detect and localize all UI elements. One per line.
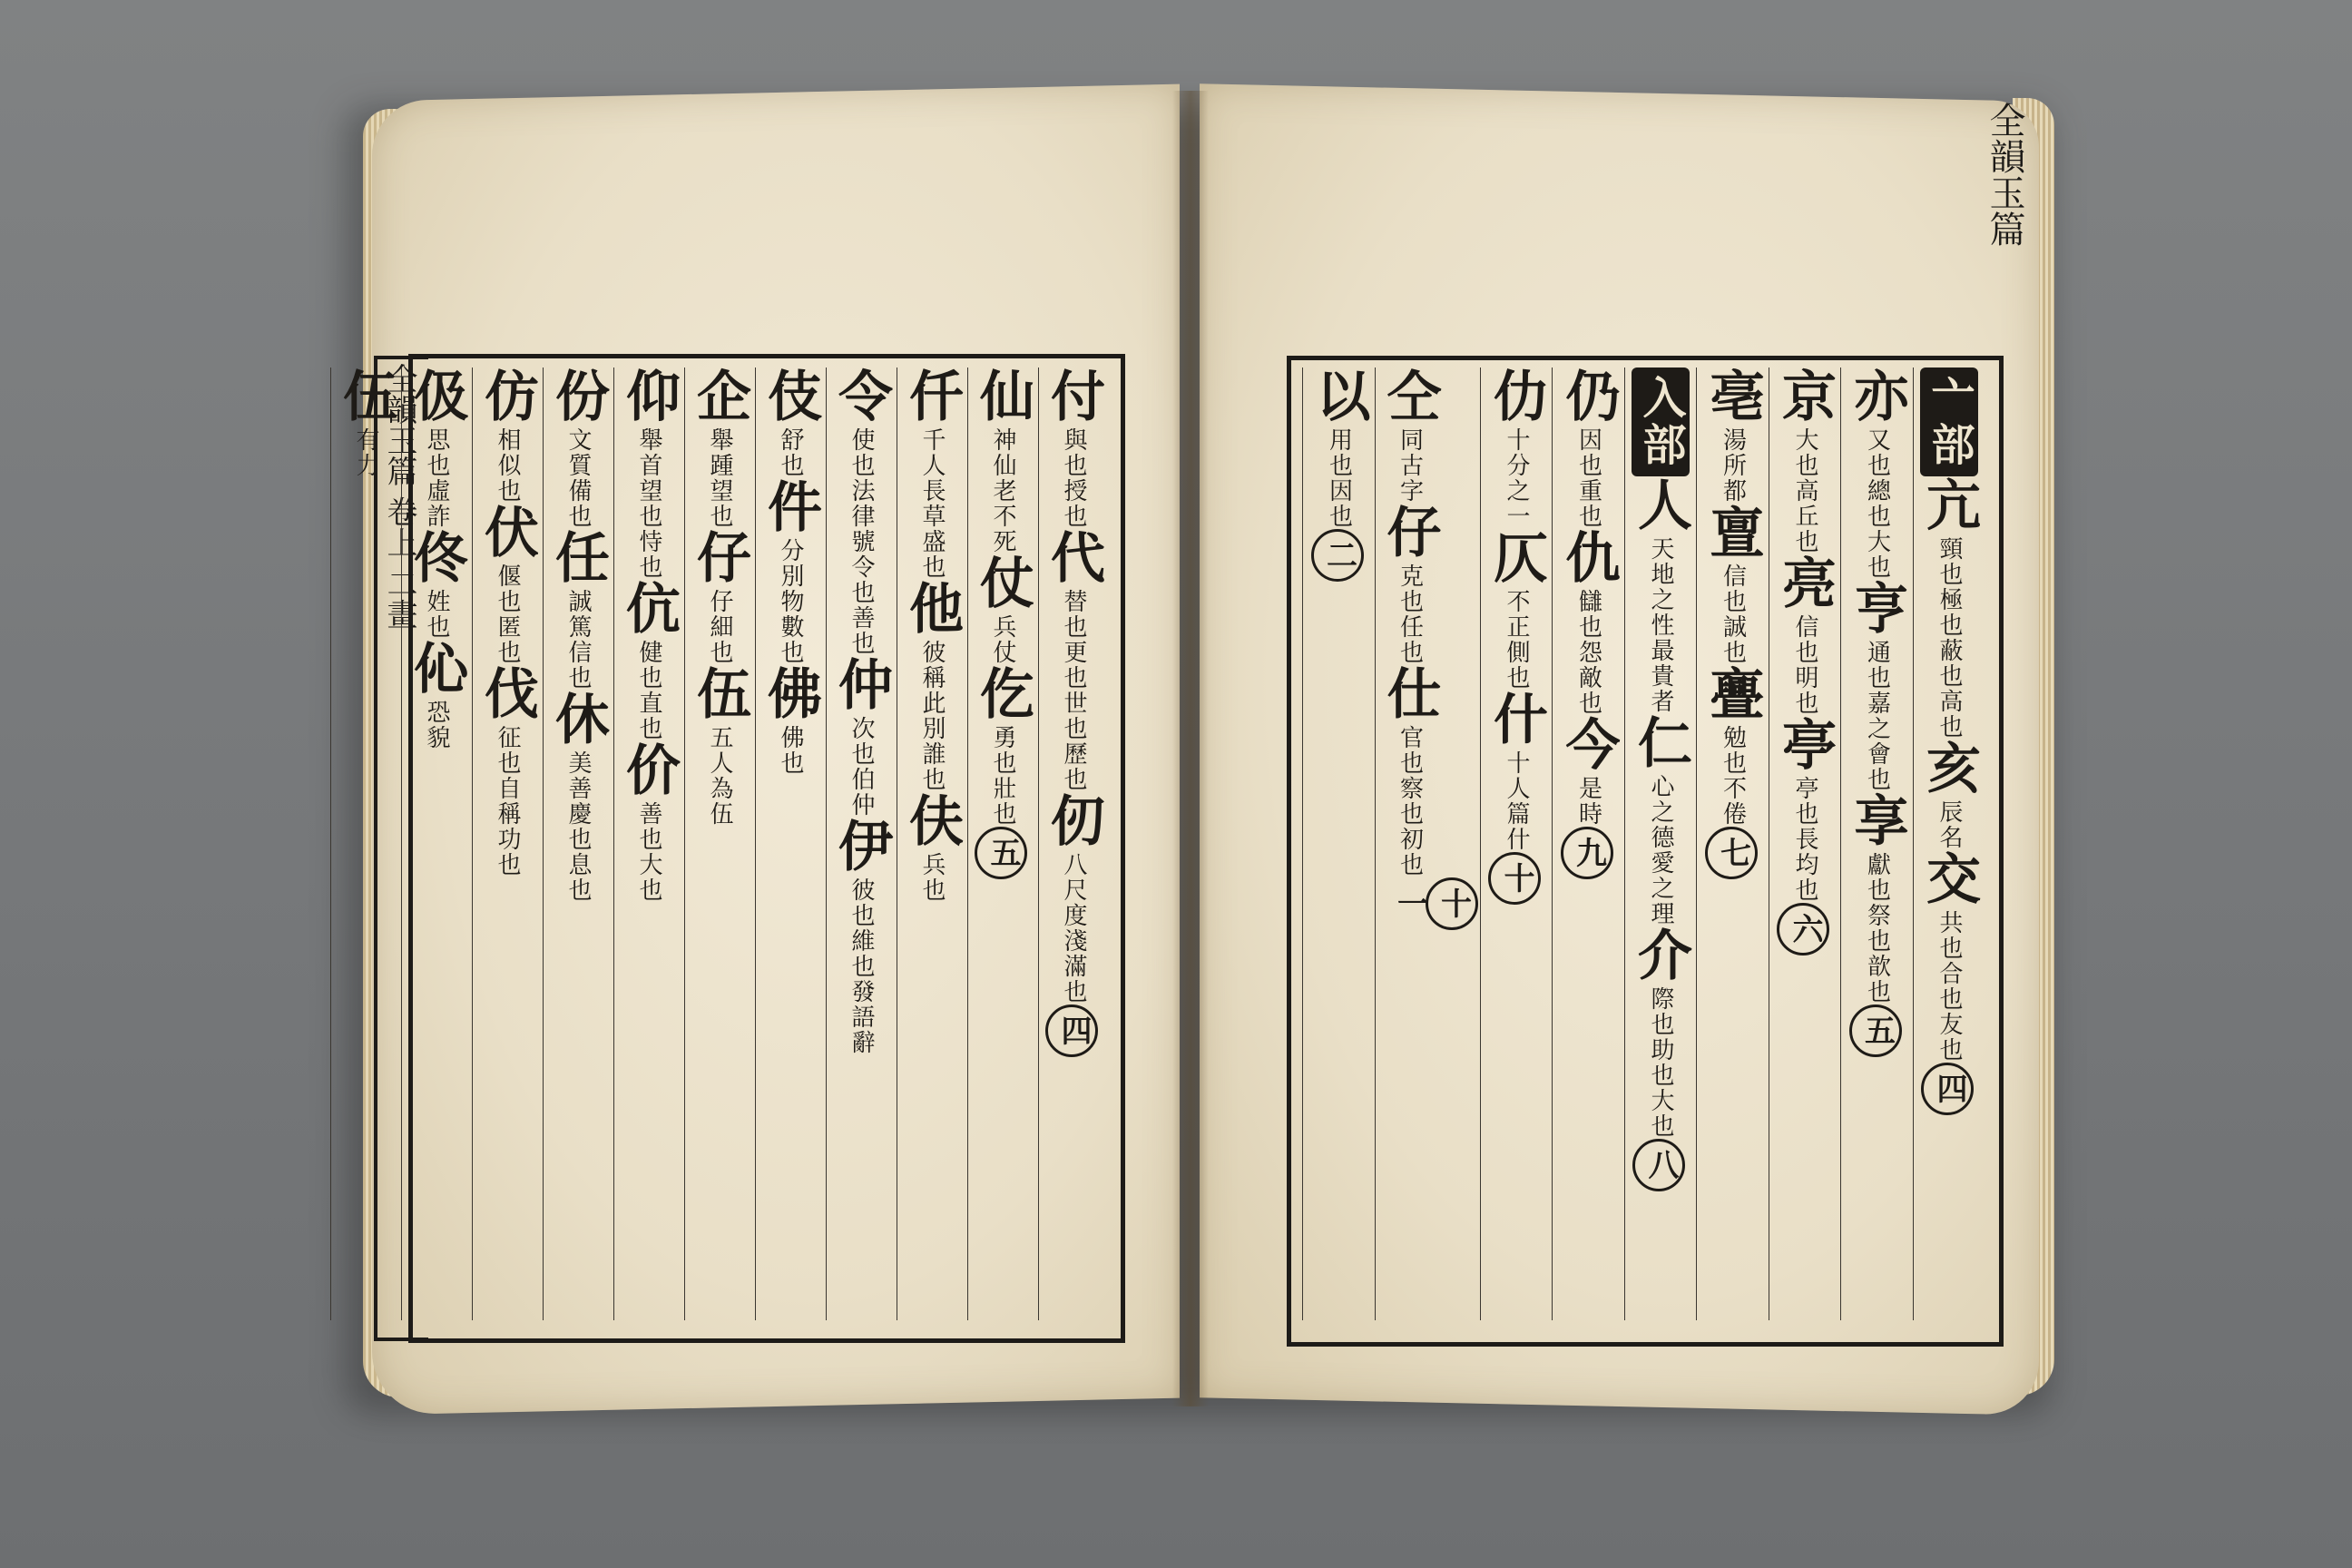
headword: 亮 bbox=[1773, 554, 1837, 614]
headword: 令 bbox=[829, 368, 893, 427]
definition-text: 文質備也 bbox=[564, 427, 592, 529]
text-column bbox=[543, 368, 612, 1320]
definition-text: 同古字 bbox=[1396, 427, 1424, 504]
definition-text: 恐貌 bbox=[423, 700, 450, 750]
definition-text: 次也伯仲 bbox=[848, 716, 875, 818]
text-column bbox=[897, 368, 965, 1320]
headword: 付 bbox=[1042, 368, 1105, 427]
text-column bbox=[1696, 368, 1767, 1320]
definition-text: 心之德愛之理 bbox=[1647, 774, 1674, 926]
headword: 件 bbox=[759, 478, 822, 538]
headword: 亹 bbox=[1700, 665, 1765, 725]
definition-text: 天地之性最貴者 bbox=[1647, 536, 1674, 714]
text-column bbox=[684, 368, 753, 1320]
headword: 仕 bbox=[1377, 665, 1442, 725]
definition-text: 讎也怨敵也 bbox=[1574, 589, 1602, 716]
text-column bbox=[472, 368, 541, 1320]
headword: 他 bbox=[900, 580, 964, 640]
headword: 交 bbox=[1917, 850, 1981, 910]
definition-text: 彼稱此別誰也 bbox=[918, 640, 946, 792]
definition-text: 使也法律號令也善也 bbox=[848, 427, 875, 656]
text-column bbox=[755, 368, 824, 1320]
headword: 仞 bbox=[1042, 792, 1105, 852]
left-margin-title: 全韻玉篇 卷上 二畫 bbox=[381, 363, 417, 630]
definition-text: 頸也極也蔽也高也 bbox=[1936, 536, 1963, 740]
definition-text: 誠篤信也 bbox=[564, 589, 592, 691]
headword: 伈 bbox=[405, 640, 468, 700]
headword: 亦 bbox=[1845, 368, 1909, 427]
headword: 以 bbox=[1307, 368, 1371, 427]
headword: 企 bbox=[688, 368, 751, 427]
definition-text: 偃也匿也 bbox=[494, 564, 521, 665]
definition-text: 舉首望也恃也 bbox=[635, 427, 662, 580]
headword: 仟 bbox=[900, 368, 964, 427]
definition-text: 相似也 bbox=[494, 427, 521, 504]
headword: 伍 bbox=[688, 665, 751, 725]
definition-text: 兵仗 bbox=[989, 614, 1016, 665]
text-column bbox=[330, 368, 399, 1320]
headword: 亳 bbox=[1700, 368, 1765, 427]
stroke-count-marker: 九 bbox=[1561, 827, 1613, 879]
headword: 什 bbox=[1485, 691, 1548, 750]
text-column bbox=[1769, 368, 1839, 1320]
definition-text: 神仙老不死 bbox=[989, 427, 1016, 554]
definition-text: 十人篇什 bbox=[1503, 750, 1530, 852]
definition-text: 湯所都 bbox=[1719, 427, 1747, 504]
headword: 亥 bbox=[1917, 740, 1981, 799]
definition-text: 是時 bbox=[1574, 776, 1602, 827]
definition-text: 征也自稱功也 bbox=[494, 725, 521, 877]
headword: 佟 bbox=[405, 529, 468, 589]
definition-text: 分別物數也 bbox=[777, 538, 804, 665]
headword: 亭 bbox=[1773, 716, 1837, 776]
definition-text: 舉踵望也 bbox=[706, 427, 733, 529]
text-column bbox=[1375, 368, 1478, 1320]
definition-text: 勉也不倦 bbox=[1719, 725, 1747, 827]
headword: 任 bbox=[546, 529, 610, 589]
headword: 仙 bbox=[971, 368, 1034, 427]
stroke-count-marker: 七 bbox=[1705, 827, 1758, 879]
headword: 伕 bbox=[900, 792, 964, 852]
definition-text: 信也誠也 bbox=[1719, 564, 1747, 665]
headword: 今 bbox=[1556, 716, 1621, 776]
headword: 伉 bbox=[617, 580, 681, 640]
stroke-count-marker: 八 bbox=[1632, 1139, 1685, 1191]
section-header: 亠部 bbox=[1920, 368, 1978, 476]
text-column bbox=[1038, 368, 1107, 1320]
headword: 伊 bbox=[829, 818, 893, 877]
headword: 亢 bbox=[1917, 476, 1981, 536]
right-page-columns bbox=[1302, 368, 1983, 1320]
definition-text: 十分之一 bbox=[1503, 427, 1530, 529]
text-column bbox=[826, 368, 895, 1320]
text-column bbox=[1840, 368, 1911, 1320]
headword: 仁 bbox=[1629, 714, 1692, 774]
definition-text: 亭也長均也 bbox=[1791, 776, 1818, 903]
definition-text: 美善慶也息也 bbox=[564, 750, 592, 903]
definition-text: 克也任也 bbox=[1396, 564, 1424, 665]
headword: 仔 bbox=[688, 529, 751, 589]
definition-text: 姓也 bbox=[423, 589, 450, 640]
section-header: 入部 bbox=[1632, 368, 1690, 476]
headword: 亶 bbox=[1700, 504, 1765, 564]
headword: 仂 bbox=[1485, 368, 1548, 427]
stroke-count-marker: 六 bbox=[1777, 903, 1829, 956]
text-column bbox=[1480, 368, 1551, 1320]
stroke-count-marker: 二 bbox=[1311, 529, 1364, 582]
definition-text: 用也因也 bbox=[1325, 427, 1353, 529]
headword: 仿 bbox=[475, 368, 539, 427]
definition-text: 大也高丘也 bbox=[1791, 427, 1818, 554]
definition-text: 又也總也大也 bbox=[1863, 427, 1891, 580]
definition-text: 佛也 bbox=[777, 725, 804, 776]
stroke-count-marker: 四 bbox=[1921, 1063, 1974, 1115]
definition-text: 彼也維也發語辭 bbox=[848, 877, 875, 1055]
right-top-label: 全韻玉篇 bbox=[1984, 102, 2025, 247]
headword: 人 bbox=[1629, 476, 1692, 536]
definition-text: 兵也 bbox=[918, 852, 946, 903]
stroke-count-marker: 五 bbox=[1849, 1004, 1902, 1057]
headword: 享 bbox=[1845, 792, 1909, 852]
definition-text: 替也更也世也歷也 bbox=[1060, 589, 1087, 792]
text-column bbox=[967, 368, 1036, 1320]
definition-text: 千人長草盛也 bbox=[918, 427, 946, 580]
definition-text: 際也助也大也 bbox=[1647, 986, 1674, 1139]
text-column bbox=[1913, 368, 1984, 1320]
headword: 京 bbox=[1773, 368, 1837, 427]
definition-text: 舒也 bbox=[777, 427, 804, 478]
definition-text: 健也直也 bbox=[635, 640, 662, 741]
headword: 介 bbox=[1629, 926, 1692, 986]
headword: 仔 bbox=[1377, 504, 1442, 564]
stroke-count-marker: 十一 bbox=[1426, 877, 1478, 930]
definition-text: 有力 bbox=[352, 427, 379, 478]
headword: 休 bbox=[546, 691, 610, 750]
stroke-count-marker: 五 bbox=[975, 827, 1027, 879]
headword: 份 bbox=[546, 368, 610, 427]
stroke-count-marker: 四 bbox=[1045, 1004, 1098, 1057]
text-column bbox=[613, 368, 682, 1320]
text-column bbox=[401, 368, 470, 1320]
book-gutter bbox=[1172, 91, 1209, 1406]
headword: 仍 bbox=[1556, 368, 1621, 427]
headword: 代 bbox=[1042, 529, 1105, 589]
text-column bbox=[1302, 368, 1373, 1320]
headword: 伍 bbox=[334, 368, 397, 427]
headword: 仲 bbox=[829, 656, 893, 716]
definition-text: 善也大也 bbox=[635, 801, 662, 903]
definition-text: 五人為伍 bbox=[706, 725, 733, 827]
headword: 伏 bbox=[475, 504, 539, 564]
definition-text: 與也授也 bbox=[1060, 427, 1087, 529]
headword: 仗 bbox=[971, 554, 1034, 614]
definition-text: 勇也壯也 bbox=[989, 725, 1016, 827]
definition-text: 官也察也初也 bbox=[1396, 725, 1424, 877]
headword: 伎 bbox=[759, 368, 822, 427]
definition-text: 因也重也 bbox=[1574, 427, 1602, 529]
text-column bbox=[1624, 368, 1695, 1320]
definition-text: 通也嘉之會也 bbox=[1863, 640, 1891, 792]
definition-text: 仔細也 bbox=[706, 589, 733, 665]
headword: 仰 bbox=[617, 368, 681, 427]
headword: 仇 bbox=[1556, 529, 1621, 589]
headword: 伋 bbox=[405, 368, 468, 427]
definition-text: 思也虛詐 bbox=[423, 427, 450, 529]
text-column bbox=[1552, 368, 1622, 1320]
headword: 佛 bbox=[759, 665, 822, 725]
definition-text: 不正側也 bbox=[1503, 589, 1530, 691]
headword: 仡 bbox=[971, 665, 1034, 725]
stroke-count-marker: 十 bbox=[1488, 852, 1541, 905]
headword: 仝 bbox=[1377, 368, 1442, 427]
definition-text: 共也合也友也 bbox=[1936, 910, 1963, 1063]
definition-text: 信也明也 bbox=[1791, 614, 1818, 716]
definition-text: 辰名 bbox=[1936, 799, 1963, 850]
definition-text: 獻也祭也歆也 bbox=[1863, 852, 1891, 1004]
definition-text: 八尺度淺滿也 bbox=[1060, 852, 1087, 1004]
headword: 仄 bbox=[1485, 529, 1548, 589]
headword: 亨 bbox=[1845, 580, 1909, 640]
headword: 伐 bbox=[475, 665, 539, 725]
headword: 价 bbox=[617, 741, 681, 801]
